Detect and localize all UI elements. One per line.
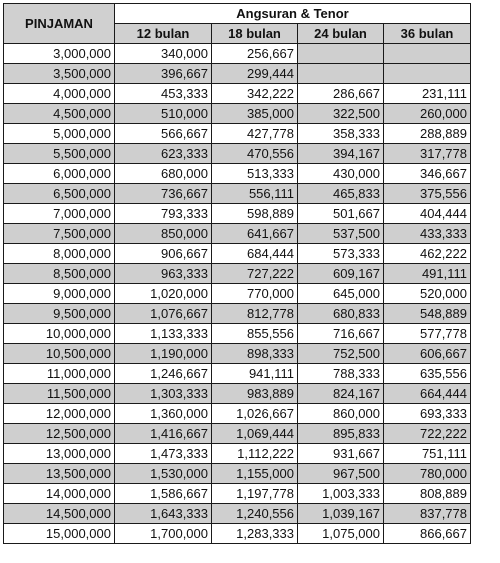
- installment-cell: 983,889: [212, 384, 298, 404]
- table-row: [4, 184, 471, 204]
- installment-cell: 967,500: [298, 464, 384, 484]
- loan-amount-cell: 7,000,000: [4, 204, 115, 224]
- installment-cell: 510,000: [115, 104, 212, 124]
- installment-cell: 680,000: [115, 164, 212, 184]
- installment-cell: 1,155,000: [212, 464, 298, 484]
- table-row: [4, 324, 471, 344]
- installment-table-container: [3, 3, 471, 544]
- tenor-header-12: 12 bulan: [115, 24, 212, 44]
- installment-cell: 286,667: [298, 84, 384, 104]
- installment-cell: 1,586,667: [115, 484, 212, 504]
- empty-installment-cell: [298, 44, 384, 64]
- installment-cell: 1,075,000: [298, 524, 384, 544]
- installment-cell: 1,416,667: [115, 424, 212, 444]
- table-row: [4, 524, 471, 544]
- table-row: [4, 244, 471, 264]
- installment-cell: 808,889: [384, 484, 471, 504]
- table-row: [4, 264, 471, 284]
- installment-cell: 1,003,333: [298, 484, 384, 504]
- installment-cell: 963,333: [115, 264, 212, 284]
- table-row: [4, 204, 471, 224]
- installment-cell: 1,360,000: [115, 404, 212, 424]
- table-row: [4, 444, 471, 464]
- installment-cell: 866,667: [384, 524, 471, 544]
- loan-amount-cell: 3,500,000: [4, 64, 115, 84]
- installment-cell: 462,222: [384, 244, 471, 264]
- installment-cell: 358,333: [298, 124, 384, 144]
- table-row: [4, 304, 471, 324]
- installment-cell: 812,778: [212, 304, 298, 324]
- loan-amount-cell: 14,000,000: [4, 484, 115, 504]
- installment-cell: 548,889: [384, 304, 471, 324]
- installment-cell: 609,167: [298, 264, 384, 284]
- loan-amount-cell: 10,500,000: [4, 344, 115, 364]
- table-row: [4, 224, 471, 244]
- installment-cell: 385,000: [212, 104, 298, 124]
- installment-cell: 850,000: [115, 224, 212, 244]
- loan-amount-cell: 4,500,000: [4, 104, 115, 124]
- loan-amount-cell: 5,500,000: [4, 144, 115, 164]
- installment-cell: 855,556: [212, 324, 298, 344]
- installment-cell: 641,667: [212, 224, 298, 244]
- loan-amount-cell: 5,000,000: [4, 124, 115, 144]
- installment-cell: 260,000: [384, 104, 471, 124]
- installment-cell: 566,667: [115, 124, 212, 144]
- loan-amount-cell: 8,000,000: [4, 244, 115, 264]
- installment-cell: 788,333: [298, 364, 384, 384]
- installment-cell: 722,222: [384, 424, 471, 444]
- installment-cell: 465,833: [298, 184, 384, 204]
- installment-cell: 340,000: [115, 44, 212, 64]
- loan-amount-cell: 13,000,000: [4, 444, 115, 464]
- installment-cell: 256,667: [212, 44, 298, 64]
- installment-cell: 751,111: [384, 444, 471, 464]
- installment-cell: 299,444: [212, 64, 298, 84]
- table-header: [4, 4, 471, 44]
- installment-cell: 1,643,333: [115, 504, 212, 524]
- table-body: [4, 44, 471, 544]
- table-row: [4, 384, 471, 404]
- installment-cell: 727,222: [212, 264, 298, 284]
- installment-cell: 736,667: [115, 184, 212, 204]
- loan-amount-cell: 15,000,000: [4, 524, 115, 544]
- installment-cell: 1,039,167: [298, 504, 384, 524]
- installment-cell: 375,556: [384, 184, 471, 204]
- loan-amount-cell: 9,000,000: [4, 284, 115, 304]
- installment-cell: 895,833: [298, 424, 384, 444]
- table-row: [4, 84, 471, 104]
- loan-amount-cell: 12,500,000: [4, 424, 115, 444]
- table-row: [4, 284, 471, 304]
- table-row: [4, 504, 471, 524]
- installment-cell: 1,190,000: [115, 344, 212, 364]
- installment-cell: 931,667: [298, 444, 384, 464]
- loan-amount-cell: 9,500,000: [4, 304, 115, 324]
- installment-cell: 394,167: [298, 144, 384, 164]
- installment-cell: 1,303,333: [115, 384, 212, 404]
- installment-cell: 780,000: [384, 464, 471, 484]
- installment-cell: 645,000: [298, 284, 384, 304]
- installment-cell: 573,333: [298, 244, 384, 264]
- installment-cell: 693,333: [384, 404, 471, 424]
- installment-cell: 322,500: [298, 104, 384, 124]
- installment-cell: 752,500: [298, 344, 384, 364]
- loan-amount-cell: 13,500,000: [4, 464, 115, 484]
- installment-cell: 288,889: [384, 124, 471, 144]
- table-row: [4, 484, 471, 504]
- installment-cell: 577,778: [384, 324, 471, 344]
- installment-cell: 556,111: [212, 184, 298, 204]
- installment-cell: 664,444: [384, 384, 471, 404]
- loan-amount-cell: 4,000,000: [4, 84, 115, 104]
- loan-amount-cell: 6,500,000: [4, 184, 115, 204]
- installment-cell: 770,000: [212, 284, 298, 304]
- loan-amount-cell: 11,500,000: [4, 384, 115, 404]
- empty-installment-cell: [298, 64, 384, 84]
- installment-cell: 793,333: [115, 204, 212, 224]
- installment-cell: 491,111: [384, 264, 471, 284]
- tenor-header-18: 18 bulan: [212, 24, 298, 44]
- installment-cell: 404,444: [384, 204, 471, 224]
- installment-cell: 1,020,000: [115, 284, 212, 304]
- tenor-header-36: 36 bulan: [384, 24, 471, 44]
- installment-cell: 1,112,222: [212, 444, 298, 464]
- loan-amount-cell: 14,500,000: [4, 504, 115, 524]
- loan-amount-cell: 6,000,000: [4, 164, 115, 184]
- installment-cell: 1,076,667: [115, 304, 212, 324]
- installment-cell: 342,222: [212, 84, 298, 104]
- empty-installment-cell: [384, 44, 471, 64]
- installment-cell: 623,333: [115, 144, 212, 164]
- installment-cell: 1,700,000: [115, 524, 212, 544]
- installment-cell: 941,111: [212, 364, 298, 384]
- table-row: [4, 404, 471, 424]
- installment-tenor-group-header: Angsuran & Tenor: [115, 4, 471, 24]
- loan-amount-cell: 3,000,000: [4, 44, 115, 64]
- table-row: [4, 164, 471, 184]
- installment-cell: 684,444: [212, 244, 298, 264]
- installment-cell: 231,111: [384, 84, 471, 104]
- table-row: [4, 344, 471, 364]
- installment-cell: 1,197,778: [212, 484, 298, 504]
- installment-cell: 430,000: [298, 164, 384, 184]
- installment-cell: 1,530,000: [115, 464, 212, 484]
- table-row: [4, 424, 471, 444]
- loan-amount-cell: 7,500,000: [4, 224, 115, 244]
- installment-cell: 1,240,556: [212, 504, 298, 524]
- loan-amount-cell: 10,000,000: [4, 324, 115, 344]
- installment-cell: 396,667: [115, 64, 212, 84]
- installment-cell: 598,889: [212, 204, 298, 224]
- table-row: [4, 364, 471, 384]
- installment-cell: 906,667: [115, 244, 212, 264]
- installment-cell: 520,000: [384, 284, 471, 304]
- installment-cell: 433,333: [384, 224, 471, 244]
- tenor-header-24: 24 bulan: [298, 24, 384, 44]
- installment-cell: 1,026,667: [212, 404, 298, 424]
- table-row: [4, 44, 471, 64]
- installment-cell: 470,556: [212, 144, 298, 164]
- loan-amount-cell: 8,500,000: [4, 264, 115, 284]
- installment-cell: 537,500: [298, 224, 384, 244]
- loan-amount-cell: 11,000,000: [4, 364, 115, 384]
- installment-cell: 1,133,333: [115, 324, 212, 344]
- installment-cell: 1,246,667: [115, 364, 212, 384]
- empty-installment-cell: [384, 64, 471, 84]
- installment-table: [3, 3, 471, 544]
- installment-cell: 716,667: [298, 324, 384, 344]
- installment-cell: 680,833: [298, 304, 384, 324]
- installment-cell: 346,667: [384, 164, 471, 184]
- installment-cell: 824,167: [298, 384, 384, 404]
- installment-cell: 1,069,444: [212, 424, 298, 444]
- installment-cell: 427,778: [212, 124, 298, 144]
- installment-cell: 513,333: [212, 164, 298, 184]
- table-row: [4, 124, 471, 144]
- installment-cell: 606,667: [384, 344, 471, 364]
- table-row: [4, 144, 471, 164]
- loan-column-header: PINJAMAN: [4, 4, 115, 44]
- installment-cell: 1,283,333: [212, 524, 298, 544]
- installment-cell: 317,778: [384, 144, 471, 164]
- installment-cell: 837,778: [384, 504, 471, 524]
- installment-cell: 501,667: [298, 204, 384, 224]
- table-row: [4, 104, 471, 124]
- installment-cell: 635,556: [384, 364, 471, 384]
- loan-amount-cell: 12,000,000: [4, 404, 115, 424]
- installment-cell: 898,333: [212, 344, 298, 364]
- table-row: [4, 64, 471, 84]
- installment-cell: 453,333: [115, 84, 212, 104]
- installment-cell: 860,000: [298, 404, 384, 424]
- table-row: [4, 464, 471, 484]
- installment-cell: 1,473,333: [115, 444, 212, 464]
